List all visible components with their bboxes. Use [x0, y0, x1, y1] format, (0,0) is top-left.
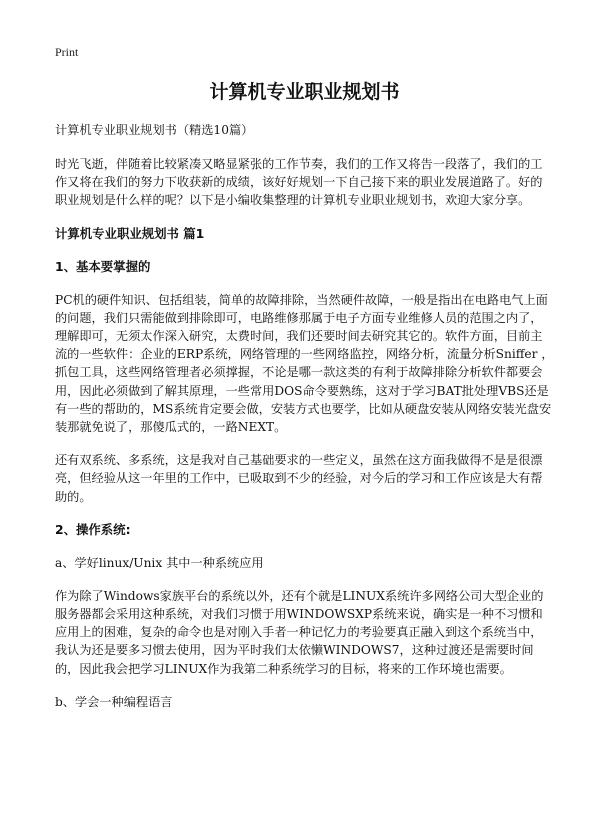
document-subtitle: 计算机专业职业规划书（精选10篇）: [55, 123, 254, 137]
heading-operating-system: 2、操作系统:: [55, 521, 131, 537]
paragraph-dual-system: 还有双系统、多系统，这是我对自己基础要求的一些定义，虽然在这方面我做得不是是很漂亮，但经验从这一年里的工作中，已吸取到不少的经验，对今后的学习和工作应该是大有帮助的。: [55, 453, 543, 504]
paragraph-hardware-software: PC机的硬件知识、包括组装，简单的故障排除，当然硬件故障，一般是指出在电路电气上面的问题，我们只需能做到排除即可，电路维修那属于电子方面专业维修人员的范围之内了，理解即可，无须太作深入研究，太费时间，我们还要时间去研究其它的。软件方面，目前主流的一些软件：企业的ERP系统，网络管理的一些网络监控，网络分析，流量分析Sniffer ，抓包工具，这些网络管理者必须撑握，不论是哪一款这类的有利于故障排除分析软件都要会用，因此必须做到了解其原理，一些常用DOS命令要熟练，这对于学习BAT批处理VBS还是有一些的帮助的，MS系统肯定要会做，安装方式也要学，比如从硬盘安装从网络安装光盘安装那就免说了，那傻瓜式的，一路NEXT。: [55, 292, 554, 435]
heading-basics: 1、基本要掌握的: [55, 258, 151, 274]
section-title: 计算机专业职业规划书 篇1: [55, 225, 205, 241]
document-title: 计算机专业职业规划书: [209, 81, 400, 103]
item-linux: a、学好linux/Unix 其中一种系统应用: [55, 555, 264, 570]
intro-paragraph: 时光飞逝，伴随着比较紧凑又略显紧张的工作节奏，我们的工作又将告一段落了，我们的工作又将在我们的努力下收获新的成绩，该好好规划一下自己接下来的职业发展道路了。好的职业规划是什么样的呢？以下是小编收集整理的计算机专业职业规划书，欢迎大家分享。: [55, 157, 543, 208]
paragraph-linux: 作为除了Windows家族平台的系统以外，还有个就是LINUX系统许多网络公司大型企业的服务器都会采用这种系统，对我们习惯于用WINDOWSXP系统来说，确实是一种不习惯和应用上的困难，复杂的命令也是对刚入手者一种记忆力的考验要真正融入到这个系统当中，我认为还是要多习惯去使用，因为平时我们太依懒WINDOWS7，这种过渡还是需要时间的，因此我会把学习LINUX作为我第二种系统学习的目标，将来的工作环境也需要。: [55, 588, 544, 676]
print-link[interactable]: Print: [55, 45, 79, 59]
item-programming-language: b、学会一种编程语言: [55, 694, 173, 709]
